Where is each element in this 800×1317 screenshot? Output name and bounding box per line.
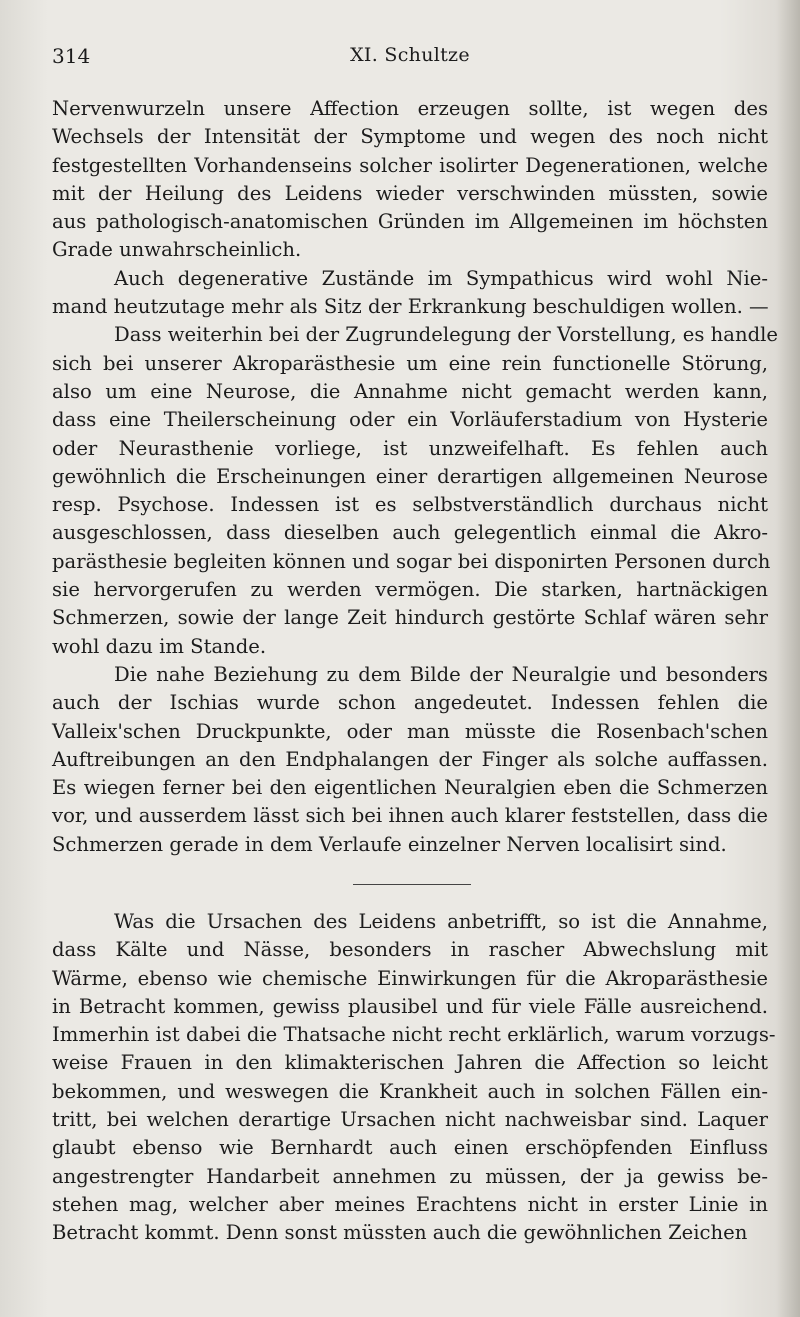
page-header <box>52 44 768 74</box>
section-divider <box>353 884 471 885</box>
text-line: festgestellten Vorhandenseins solcher isolirter Degenerationen, welche <box>52 153 768 177</box>
text-line: resp. Psychose. Indessen ist es selbstverständlich durchaus nicht <box>52 493 768 517</box>
text-line: aus pathologisch-anatomischen Gründen im Allgemeinen im höchsten <box>52 210 768 234</box>
text-line: also um eine Neurose, die Annahme nicht gemacht werden kann, <box>52 379 768 403</box>
text-line: glaubt ebenso wie Bernhardt auch einen erschöpfenden Einfluss <box>52 1136 768 1160</box>
text-line: vor, und ausserdem lässt sich bei ihnen auch klarer feststellen, dass die <box>52 804 768 828</box>
running-head: XI. Schultze <box>350 44 470 66</box>
text-line: Dass weiterhin bei der Zugrundelegung der Vorstellung, es handle <box>114 323 778 347</box>
text-line: dass Kälte und Nässe, besonders in rascher Abwechslung mit <box>52 938 768 962</box>
text-line: weise Frauen in den klimakterischen Jahren die Affection so leicht <box>52 1051 768 1075</box>
text-line: Die nahe Beziehung zu dem Bilde der Neuralgie und besonders <box>114 662 768 686</box>
text-line: wohl dazu im Stande. <box>52 634 267 658</box>
text-line: Auftreibungen an den Endphalangen der Finger als solche auffassen. <box>52 747 768 771</box>
text-line: sie hervorgerufen zu werden vermögen. Die starken, hartnäckigen <box>52 578 768 602</box>
page-number: 314 <box>52 44 91 68</box>
text-line: Wärme, ebenso wie chemische Einwirkungen für die Akroparästhesie <box>52 966 768 990</box>
text-line: Wechsels der Intensität der Symptome und wegen des noch nicht <box>52 125 768 149</box>
text-line: Grade unwahrscheinlich. <box>52 238 302 262</box>
text-line: Nervenwurzeln unsere Affection erzeugen sollte, ist wegen des <box>52 97 768 120</box>
text-line: ausgeschlossen, dass dieselben auch gelegentlich einmal die Akro- <box>52 521 768 545</box>
section-2-text <box>52 908 776 1248</box>
text-line: in Betracht kommen, gewiss plausibel und für viele Fälle ausreichend. <box>52 994 768 1018</box>
text-line: Betracht kommt. Denn sonst müssten auch die gewöhnlichen Zeichen <box>52 1221 748 1245</box>
text-line: parästhesie begleiten können und sogar bei disponirten Personen durch <box>52 549 771 573</box>
text-line: dass eine Theilerscheinung oder ein Vorläuferstadium von Hysterie <box>52 408 768 432</box>
text-line: sich bei unserer Akroparästhesie um eine rein functionelle Störung, <box>52 351 768 375</box>
text-line: Was die Ursachen des Leidens anbetrifft, so ist die Annahme, <box>114 910 768 933</box>
text-line: angestrengter Handarbeit annehmen zu müssen, der ja gewiss be- <box>52 1164 768 1188</box>
text-line: Valleix'schen Druckpunkte, oder man müsste die Rosenbach'schen <box>52 719 768 743</box>
text-line: Schmerzen gerade in dem Verlaufe einzelner Nerven localisirt sind. <box>52 832 727 856</box>
text-line: mit der Heilung des Leidens wieder verschwinden müssten, sowie <box>52 181 768 205</box>
text-line: Es wiegen ferner bei den eigentlichen Neuralgien eben die Schmerzen <box>52 776 768 800</box>
text-line: Immerhin ist dabei die Thatsache nicht recht erklärlich, warum vorzugs- <box>52 1023 776 1047</box>
text-line: Schmerzen, sowie der lange Zeit hindurch gestörte Schlaf wären sehr <box>52 606 768 630</box>
section-1-text <box>52 95 778 859</box>
text-line: auch der Ischias wurde schon angedeutet. Indessen fehlen die <box>52 691 768 715</box>
text-line: tritt, bei welchen derartige Ursachen nicht nachweisbar sind. Laquer <box>52 1108 768 1132</box>
text-line: mand heutzutage mehr als Sitz der Erkrankung beschuldigen wollen. — <box>52 295 769 319</box>
text-line: stehen mag, welcher aber meines Erachtens nicht in erster Linie in <box>52 1192 768 1216</box>
text-line: bekommen, und weswegen die Krankheit auch in solchen Fällen ein- <box>52 1079 768 1103</box>
text-line: oder Neurasthenie vorliege, ist unzweifelhaft. Es fehlen auch <box>52 436 768 460</box>
text-line: Auch degenerative Zustände im Sympathicus wird wohl Nie- <box>114 266 768 290</box>
text-line: gewöhnlich die Erscheinungen einer derartigen allgemeinen Neurose <box>52 464 768 488</box>
